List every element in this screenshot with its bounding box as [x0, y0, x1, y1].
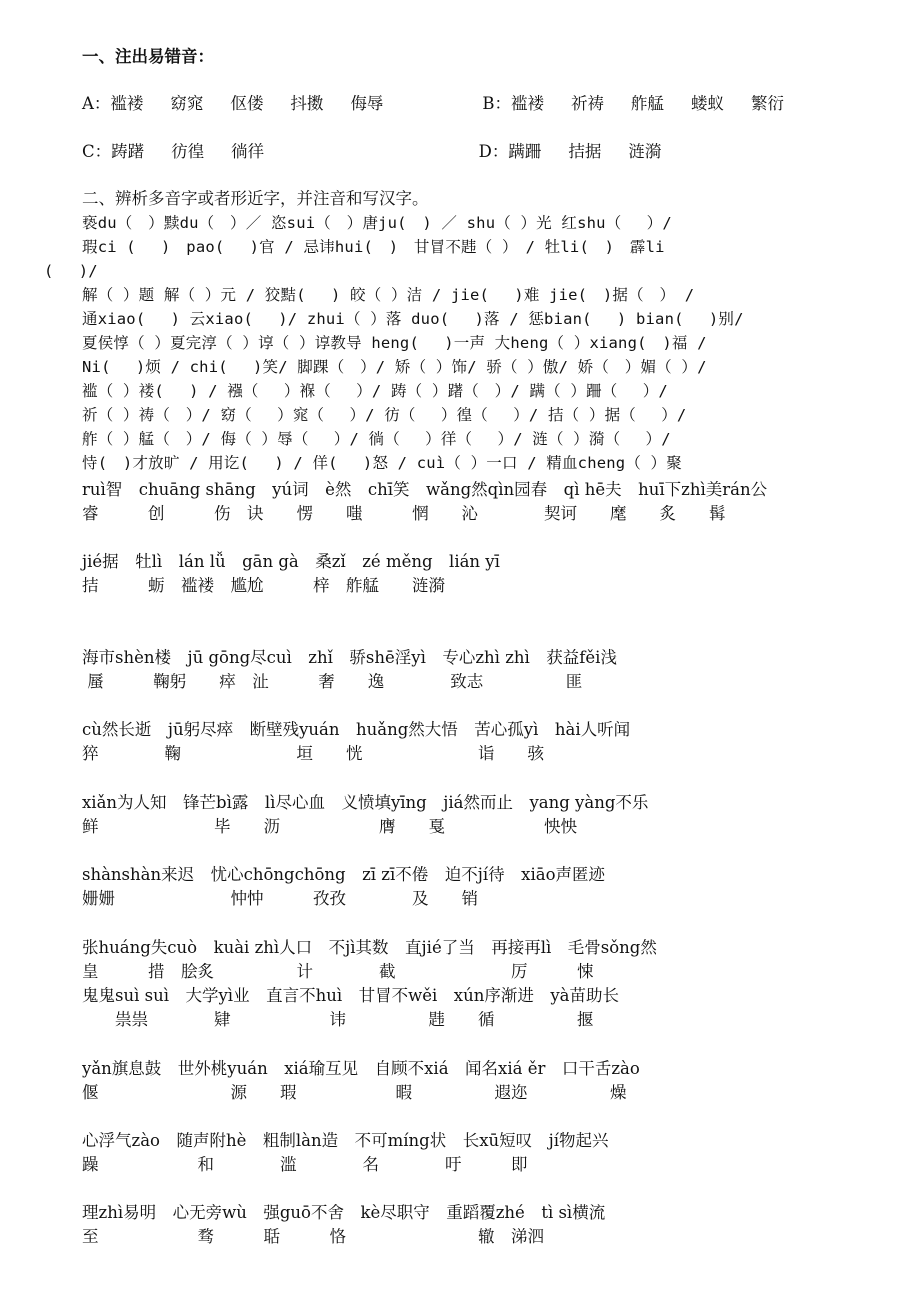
pinyin-row: ruì智 chuāng shāng yú词 è然 chī笑 wǎng然qìn园春 qì hē夫 huī下zhì美rán公 [82, 480, 768, 499]
polyphone-line: 舴（ ）艋（ ）/ 侮（ ）辱（ ）/ 徜（ ）徉（ ）/ 涟（ ）漪（ ）/ [82, 430, 671, 448]
polyphone-line: 夏侯惇（ ）夏完淳（ ）谆（ ）谆教导 heng( )一声 大heng（ ）xiang( )福 / [82, 334, 707, 352]
section1-title: 一、注出易错音： [82, 47, 214, 66]
answer-row: 鲜 毕 沥 膺 戛 怏怏 [82, 817, 577, 836]
polyphone-line: 解（ ）题 解（ ）元 / 狡黠( ) 皎（ ）洁 / jie( )难 jie( )据（ ） / [82, 286, 695, 304]
polyphone-line: 通xiao( ) 云xiao( )/ zhui（ ）落 duo( )落 / 惩bian( ) bian( )别/ [82, 310, 744, 328]
polyphone-line: 褴（ ）褛( ) / 襁（ ）褓（ ）/ 踌（ ）躇（ ）/ 蹒（ ）跚（ ）/ [82, 382, 668, 400]
pinyin-row: xiǎn为人知 锋芒bì露 lì尽心血 义愤填yīng jiá然而止 yang yàng不乐 [82, 793, 649, 812]
pinyin-row: 鬼鬼suì suì 大学yì业 直言不huì 甘冒不wěi xún序渐进 yà苗助长 [82, 986, 619, 1005]
pinyin-row: cù然长逝 jū躬尽瘁 断壁残yuán huǎng然大悟 苦心孤yì hài人听闻 [82, 720, 631, 739]
pinyin-row: shànshàn来迟 忧心chōngchōng zī zī不倦 迫不jí待 xiāo声匿迹 [82, 865, 606, 884]
answer-row: 蜃 鞠躬 瘁 沚 奢 逸 致志 匪 [82, 672, 583, 691]
polyphone-line: 祈（ ）祷（ ）/ 窈（ ）窕（ ）/ 彷（ ）徨（ ）/ 拮（ ）据（ ）/ [82, 406, 687, 424]
answer-row: 皇 措 脍炙 计 截 厉 悚 [82, 962, 594, 981]
pinyin-row: yǎn旗息鼓 世外桃yuán xiá瑜互见 自顾不xiá 闻名xiá ěr 口干舌zào [82, 1059, 640, 1078]
pinyin-row: 心浮气zào 随声附hè 粗制làn造 不可míng状 长xū短叹 jí物起兴 [82, 1131, 609, 1150]
section1-row-cd: C：踌躇 彷徨 徜徉 D：蹒跚 拮据 涟漪 [82, 142, 662, 161]
answer-row: 祟祟 肄 讳 韪 循 揠 [82, 1010, 594, 1029]
answer-row: 睿 创 伤 诀 愣 嗤 惘 沁 契诃 麾 炙 髯 [82, 504, 726, 523]
section1-row-ab: A：褴褛 窈窕 伛偻 抖擞 侮辱 B：褴褛 祈祷 舴艋 蝼蚁 繁衍 [82, 94, 784, 113]
pinyin-row: 海市shèn楼 jū gōng尽cuì zhǐ 骄shē淫yì 专心zhì zhì 获益fěi浅 [82, 648, 617, 667]
answer-row: 偃 源 瑕 暇 遐迩 燥 [82, 1083, 627, 1102]
polyphone-line: 亵du（ ）黩du（ ）／ 恣sui（ ）唐ju( ) ／ shu（ ）光 红shu（ ）/ [82, 214, 672, 232]
section2-title: 二、辨析多音字或者形近字，并注音和写汉字。 [82, 189, 429, 208]
pinyin-row: 张huáng失cuò kuài zhì人口 不jì其数 直jié了当 再接再lì 毛骨sǒng然 [82, 938, 657, 957]
polyphone-line: 恃( )才放旷 / 用讫( ) / 佯( )怒 / cuì（ ）一口 / 精血cheng（ ）聚 [82, 454, 682, 472]
answer-row: 猝 鞠 垣 恍 诣 骇 [82, 744, 544, 763]
answer-row: 至 骛 聒 恪 辙 涕泗 [82, 1227, 544, 1246]
polyphone-line: Ni( )烦 / chi( )笑/ 脚踝（ ）/ 矫（ ）饰/ 骄（ ）傲/ 娇（ ）媚（ ）/ [82, 358, 707, 376]
polyphone-line: 瑕ci ( ) pao( )官 / 忌讳hui( ) 甘冒不韪（ ） / 牡li( ) 霹li [82, 238, 665, 256]
pinyin-row: 理zhì易明 心无旁wù 强guō不舍 kè尽职守 重蹈覆zhé tì sì横流 [82, 1203, 606, 1222]
pinyin-row: jié据 牡lì lán lǚ gān gà 桑zǐ zé měng lián yī [82, 552, 500, 571]
polyphone-line: ( )/ [44, 262, 98, 280]
answer-row: 躁 和 滥 名 吁 即 [82, 1155, 528, 1174]
answer-row: 姗姗 忡忡 孜孜 及 销 [82, 889, 478, 908]
answer-row: 拮 蛎 褴褛 尴尬 梓 舴艋 涟漪 [82, 576, 445, 595]
